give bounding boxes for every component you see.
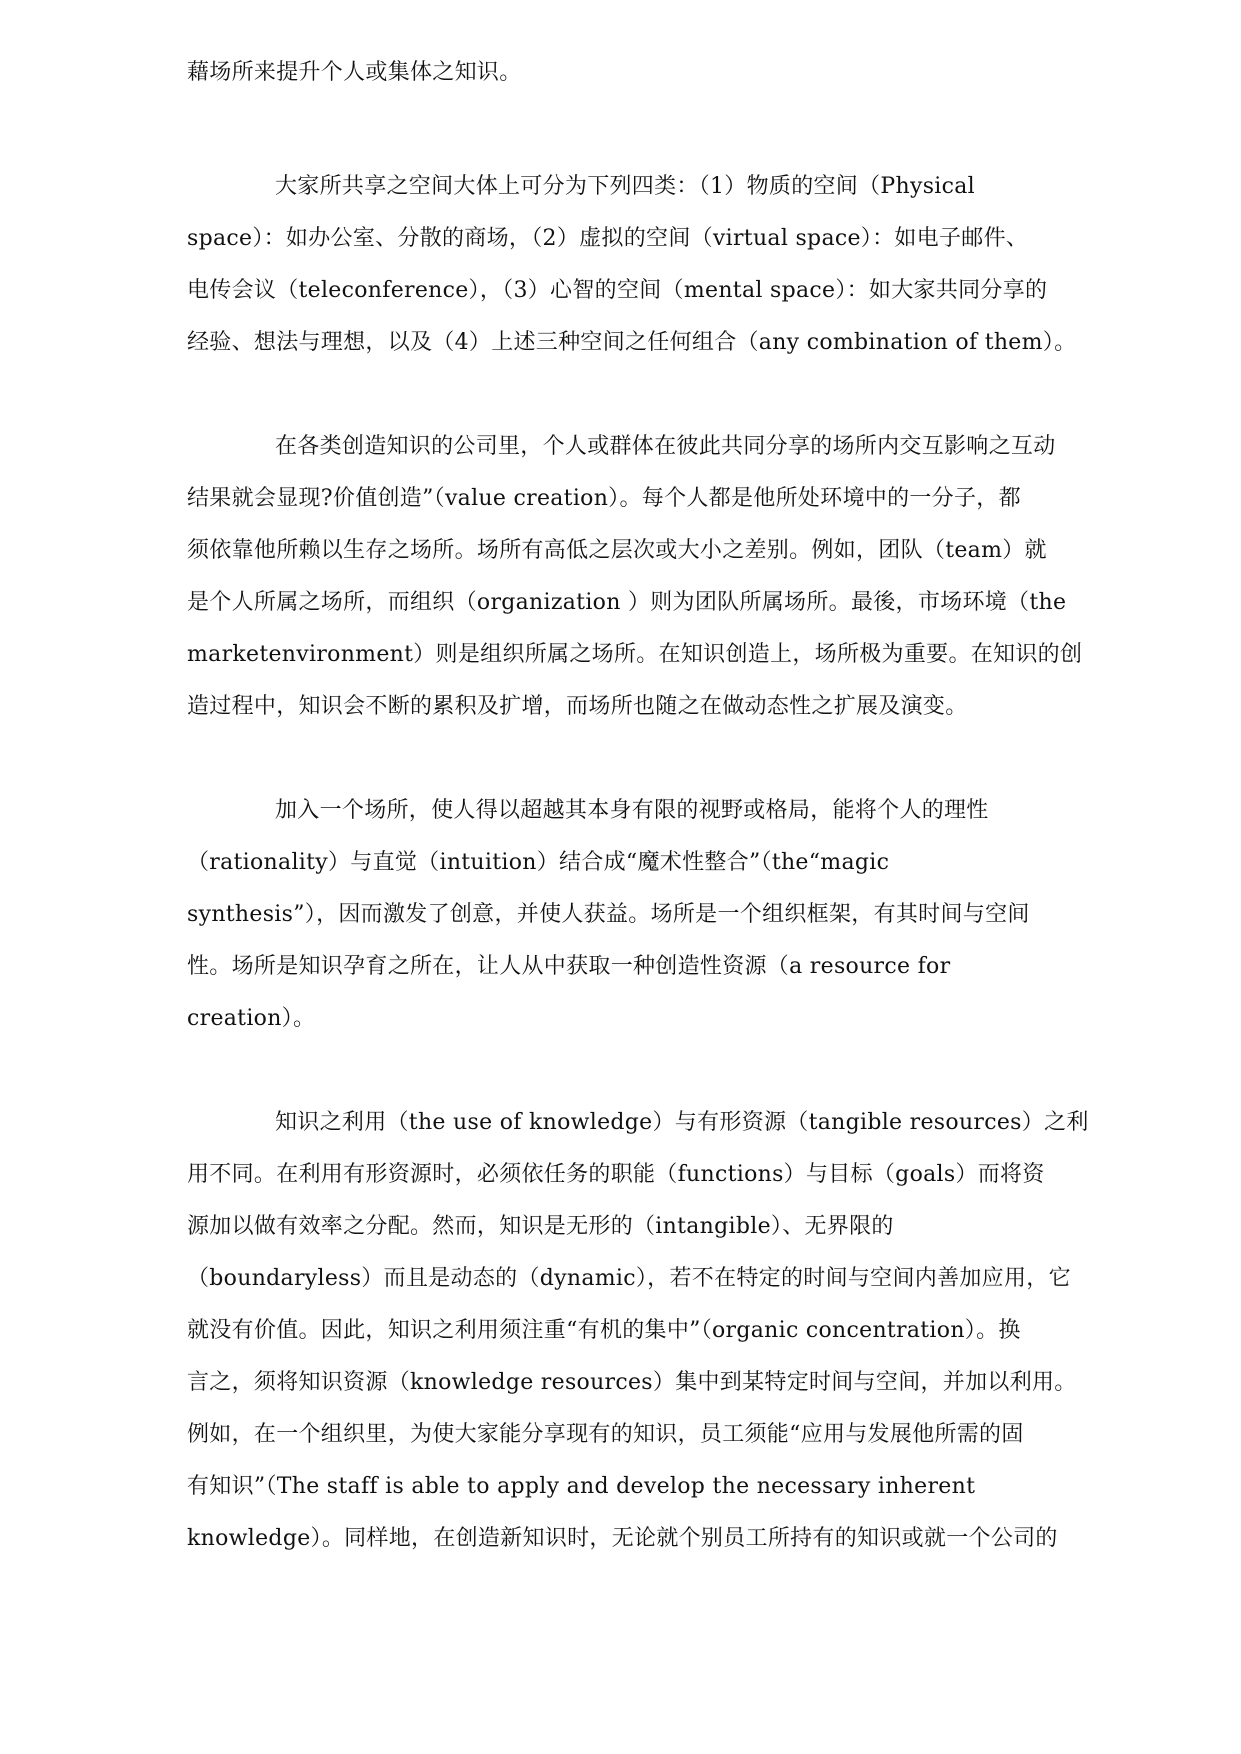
paragraph-line: 有知识”（The staff is able to apply and develop the necessary inherent xyxy=(187,1474,976,1499)
paragraph-line: （rationality）与直觉（intuition）结合成“魔术性整合”（the“magic xyxy=(187,850,890,875)
paragraph-line: 加入一个场所，使人得以超越其本身有限的视野或格局，能将个人的理性 xyxy=(275,798,989,823)
paragraph-line: synthesis”），因而激发了创意，并使人获益。场所是一个组织框架，有其时间与空间 xyxy=(187,902,1030,927)
paragraph-line: knowledge）。同样地，在创造新知识时，无论就个别员工所持有的知识或就一个公司的 xyxy=(187,1526,1058,1551)
paragraph-line: 例如，在一个组织里，为使大家能分享现有的知识，员工须能“应用与发展他所需的固 xyxy=(187,1422,1024,1447)
paragraph-line: 在各类创造知识的公司里，个人或群体在彼此共同分享的场所内交互影响之互动 xyxy=(275,434,1056,459)
paragraph-line: creation）。 xyxy=(187,1006,316,1031)
paragraph-line: 就没有价值。因此，知识之利用须注重“有机的集中”（organic concentration）。换 xyxy=(187,1318,1021,1343)
paragraph-line: marketenvironment）则是组织所属之场所。在知识创造上，场所极为重要。在知识的创 xyxy=(187,642,1083,667)
paragraph-line: 藉场所来提升个人或集体之知识。 xyxy=(187,60,522,85)
paragraph-line: 结果就会显现?价值创造”（value creation）。每个人都是他所处环境中的一分子，都 xyxy=(187,486,1021,511)
paragraph-line: 源加以做有效率之分配。然而，知识是无形的（intangible）、无界限的 xyxy=(187,1214,894,1239)
paragraph-line: 性。场所是知识孕育之所在，让人从中获取一种创造性资源（a resource for xyxy=(187,954,951,979)
paragraph-line: 言之，须将知识资源（knowledge resources）集中到某特定时间与空间，并加以利用。 xyxy=(187,1370,1077,1395)
paragraph-line: 经验、想法与理想，以及（4）上述三种空间之任何组合（any combination of them）。 xyxy=(187,330,1077,355)
paragraph-line: space）：如办公室、分散的商场，（2）虚拟的空间（virtual space）：如电子邮件、 xyxy=(187,226,1029,251)
paragraph-line: （boundaryless）而且是动态的（dynamic），若不在特定的时间与空间内善加应用，它 xyxy=(187,1266,1071,1291)
paragraph-line: 电传会议（teleconference），（3）心智的空间（mental space）：如大家共同分享的 xyxy=(187,278,1048,303)
paragraph-line: 用不同。在利用有形资源时，必须依任务的职能（functions）与目标（goals）而将资 xyxy=(187,1162,1045,1187)
paragraph-line: 大家所共享之空间大体上可分为下列四类：（1）物质的空间（Physical xyxy=(275,174,975,199)
paragraph-line: 须依靠他所赖以生存之场所。场所有高低之层次或大小之差别。例如，团队（team）就 xyxy=(187,538,1047,563)
paragraph-line: 知识之利用（the use of knowledge）与有形资源（tangible resources）之利 xyxy=(275,1110,1089,1135)
paragraph-line: 是个人所属之场所，而组织（organization ）则为团队所属场所。最後，市场环境（the xyxy=(187,590,1067,615)
paragraph-line: 造过程中，知识会不断的累积及扩增，而场所也随之在做动态性之扩展及演变。 xyxy=(187,694,968,719)
